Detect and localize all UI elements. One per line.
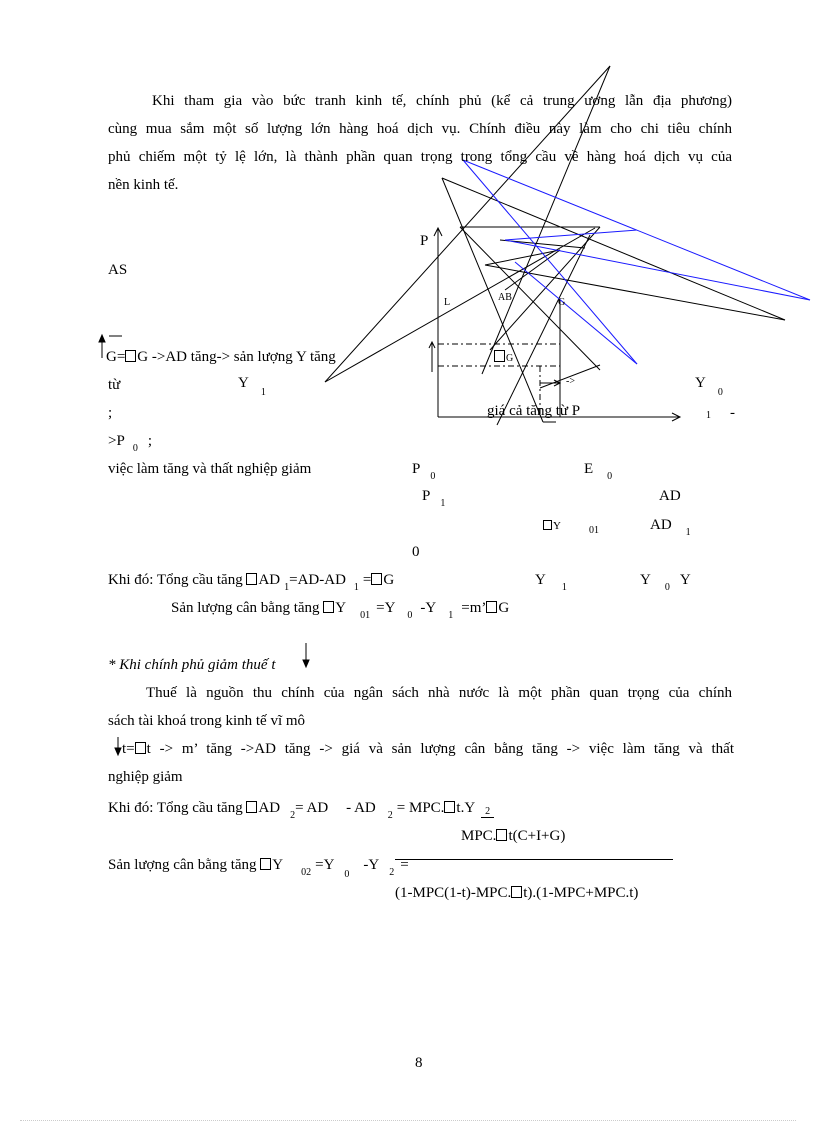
para1-line1: Khi tham gia vào bức tranh kinh tế, chính phủ (kể cả trung ương lẫn địa phương) bbox=[152, 93, 732, 109]
sanluong2-line: Sản lượng cân bằng tăng Y $_{02} =Y_0-Y$ $_2$ = bbox=[108, 857, 409, 880]
delta-icon bbox=[135, 742, 146, 754]
line-long-8 bbox=[460, 227, 600, 370]
price-axis-arrow bbox=[434, 228, 442, 236]
line-long-4 bbox=[442, 178, 785, 320]
delta-icon bbox=[543, 520, 552, 530]
line-long-3 bbox=[482, 66, 610, 374]
page-number: 8 bbox=[415, 1055, 423, 1071]
ab-label: AB bbox=[498, 292, 512, 303]
line-giaca-sub: 1 bbox=[706, 410, 711, 421]
para2-line1: Thuế là nguồn thu chính của ngân sách nhà nước là một phần quan trọng của chính bbox=[146, 685, 732, 701]
delta-icon bbox=[323, 601, 334, 613]
khido1-y0: Y $_0$ Y bbox=[640, 572, 691, 593]
line-long-1 bbox=[325, 66, 610, 382]
blue-line-4 bbox=[505, 230, 637, 240]
sanluong2-denom: (1-MPC(1-t)-MPC. t).(1-MPC+MPC.t) bbox=[395, 885, 639, 901]
g-label: G bbox=[558, 297, 566, 308]
tax-line: t= t -> m’ tăng ->AD tăng -> giá và sản lượng cân bằng tăng -> việc làm tăng và thất bbox=[122, 741, 734, 757]
blue-line-2 bbox=[463, 160, 637, 364]
line-vieclam: việc làm tăng và thất nghiệp giảm bbox=[108, 461, 312, 477]
khido1-line: Khi đó: Tổng cầu tăng AD $_1$=AD-AD $_1$ = G bbox=[108, 572, 395, 593]
line-long-14 bbox=[497, 235, 590, 425]
y0-label: $Y_0$ bbox=[695, 375, 723, 398]
line-long-5 bbox=[442, 178, 543, 422]
blue-line-1 bbox=[463, 160, 810, 300]
line-long-9 bbox=[485, 265, 785, 320]
line-giaca: giá cả tăng từ P bbox=[487, 403, 581, 419]
p-axis-label: P bbox=[420, 233, 429, 249]
delta-icon bbox=[494, 350, 505, 362]
p1-label: P $_1$ bbox=[422, 488, 446, 509]
para1-line2: cùng mua sắm một số lượng lớn hàng hoá dịch vụ. Chính điều này làm cho chi tiêu chính bbox=[108, 121, 732, 137]
fraction-bar bbox=[395, 859, 673, 860]
output-axis-arrow bbox=[672, 413, 680, 421]
line-long-12 bbox=[505, 250, 560, 290]
delta-icon bbox=[125, 350, 136, 362]
para2-line2: sách tài khoá trong kinh tế vĩ mô bbox=[108, 713, 306, 729]
delta-icon bbox=[260, 858, 271, 870]
line-giaca-dash: - bbox=[730, 405, 735, 421]
delta-icon bbox=[496, 829, 507, 841]
line-semicolon: ; bbox=[108, 405, 113, 421]
p0-label: P $_0$ bbox=[412, 461, 436, 482]
line-tu-y1: $Y_1$ bbox=[238, 375, 266, 398]
delta-icon bbox=[486, 601, 497, 613]
khido1-y1: Y $_1$ bbox=[535, 572, 567, 593]
dy01-label: Y $_{01}$ bbox=[543, 516, 599, 535]
heading-tax-cut: * Khi chính phủ giảm thuế t bbox=[108, 657, 276, 673]
para1-line3: phủ chiếm một tỷ lệ lớn, là thành phần quan trọng trong tổng cầu về hàng hoá dịch vụ của bbox=[108, 149, 732, 165]
line-long-11 bbox=[500, 240, 585, 248]
origin-label: 0 bbox=[412, 544, 420, 560]
delta-icon bbox=[511, 886, 522, 898]
para1-line4: nền kinh tế. bbox=[108, 177, 179, 193]
khido2-denom: MPC. t(C+I+G) bbox=[461, 828, 566, 844]
l-label: L bbox=[444, 297, 451, 308]
arrow-label: -> bbox=[566, 376, 575, 387]
page-bottom-rule bbox=[20, 1120, 796, 1121]
ad1-label: AD $_1$ bbox=[650, 517, 691, 538]
sanluong1-line: Sản lượng cân bằng tăng Y $_{01}$ =Y $_0$ -Y $_1$ =m’ G bbox=[171, 600, 510, 621]
line-p0: >P $_0$ ; bbox=[108, 433, 152, 454]
delta-icon bbox=[371, 573, 382, 585]
delta-icon bbox=[444, 801, 455, 813]
line-g: G= G ->AD tăng-> sản lượng Y tăng bbox=[106, 349, 336, 365]
ad-label: AD bbox=[659, 488, 681, 504]
e0-label: E $_0$ bbox=[584, 461, 613, 482]
delta-icon bbox=[246, 801, 257, 813]
line-tu: từ bbox=[108, 377, 121, 393]
as-label: AS bbox=[108, 262, 128, 278]
line-long-2 bbox=[325, 228, 595, 382]
blue-line-5 bbox=[515, 262, 637, 364]
delta-icon bbox=[246, 573, 257, 585]
dg-label: G bbox=[494, 350, 513, 365]
blue-line-3 bbox=[505, 240, 810, 300]
line-long-7 bbox=[490, 227, 600, 350]
khido2-line: Khi đó: Tổng cầu tăng AD $_2$= AD - AD $_2$ = MPC. t.Y 2 bbox=[108, 799, 494, 817]
tax-line-cont: nghiệp giảm bbox=[108, 769, 183, 785]
line-long-10 bbox=[485, 250, 560, 265]
